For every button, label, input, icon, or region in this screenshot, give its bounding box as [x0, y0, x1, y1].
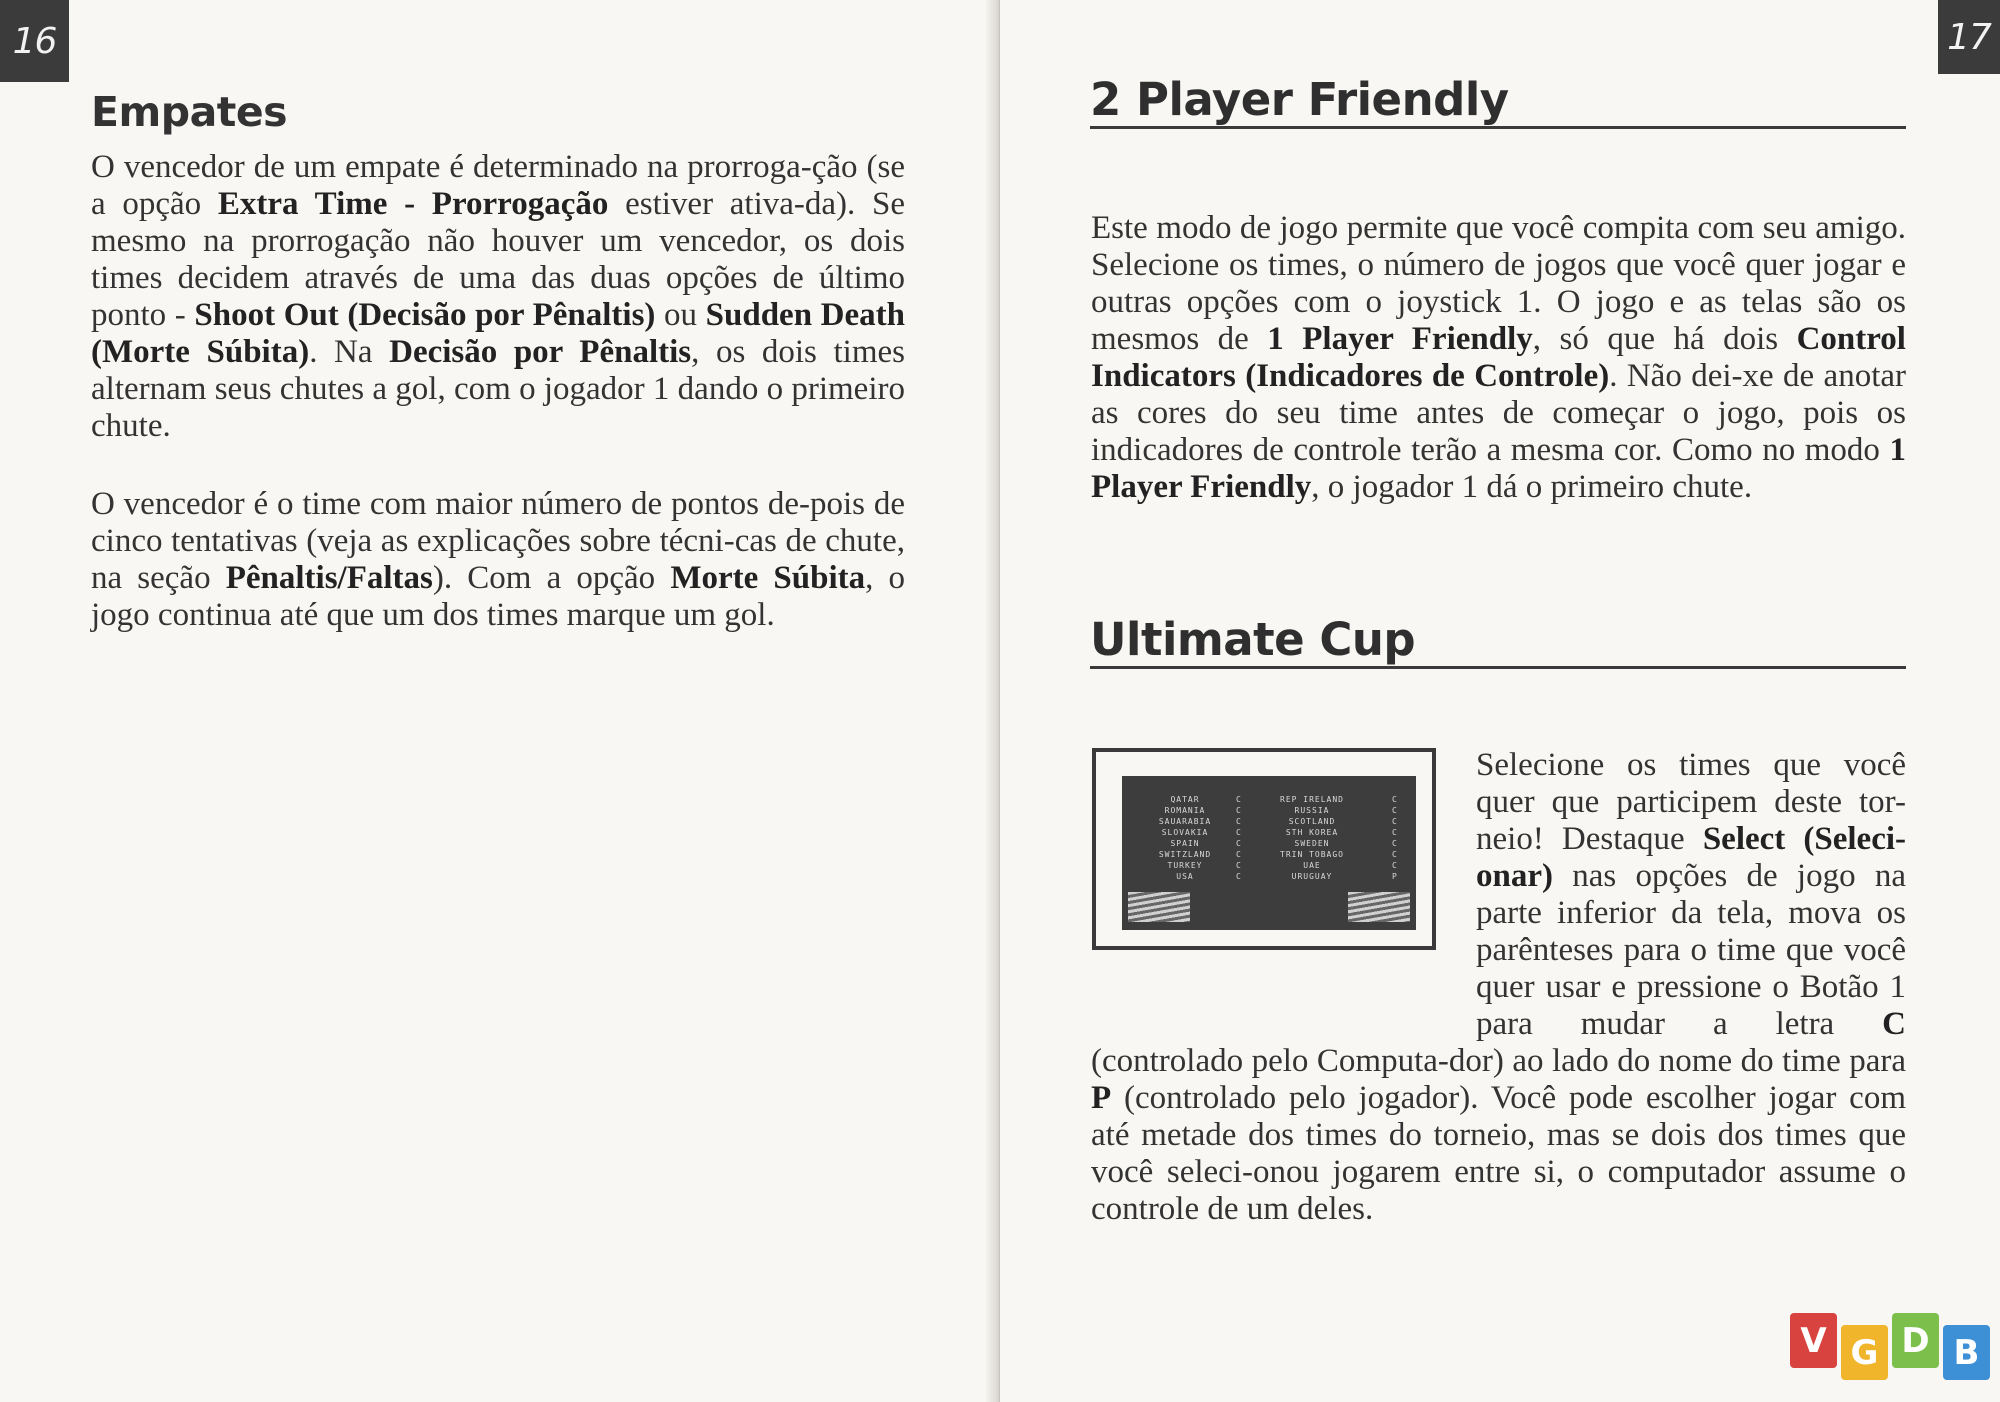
screen-list-entry: STH KOREA: [1285, 828, 1339, 837]
screen-list-entry: ROMANIA: [1164, 806, 1206, 815]
screen-list-entry: C: [1392, 861, 1397, 870]
screen-list-entry: TRIN TOBAGO: [1280, 850, 1344, 859]
screen-list-entry: C: [1236, 861, 1241, 870]
screen-list-entry: C: [1236, 872, 1241, 881]
screen-list-entry: C: [1236, 806, 1241, 815]
ultimate-cup-paragraph: Selecione os times que você quer que participem deste tor-neio! Destaque Select (Seleci-onar) nas opções de jogo na parte inferior da tela, mova os parênteses para o time que você quer usar e pressione o Botão 1 para mudar a letra C (controlado pelo Computa-dor) ao lado do nome do time para P (controlado pelo jogador). Você pode escolher jogar com até metade dos times do torneio, mas se dois dos times que você seleci-onou jogarem entre si, o computador assume o controle de um deles.: [1091, 747, 1907, 1227]
screen-list-entry: C: [1236, 839, 1241, 848]
logo-tile-v: V: [1790, 1313, 1837, 1368]
2-player-friendly-paragraph: Este modo de jogo permite que você compita com seu amigo. Selecione os times, o número de jogos que você quer jogar e outras opções com o joystick 1. O jogo e as telas são os mesmos de 1 Player Friendly, só que há dois Control Indicators (Indicadores de Controle). Não dei-xe de anotar as cores do seu time antes de começar o jogo, pois os indicadores de controle terão a mesma cor. Como no modo 1 Player Friendly, o jogador 1 dá o primeiro chute.: [1091, 210, 1906, 505]
vgdb-watermark-logo: [1790, 1313, 1990, 1380]
screen-list-entry: SLOVAKIA: [1161, 828, 1209, 837]
screen-list-entry: QATAR: [1170, 795, 1200, 804]
screen-list-entry: C: [1236, 828, 1241, 837]
screen-list-entry: RUSSIA: [1294, 806, 1330, 815]
screen-list-entry: SAUARABIA: [1158, 817, 1212, 826]
empates-paragraph-1: O vencedor de um empate é determinado na prorroga-ção (se a opção Extra Time - Prorrogação estiver ativa-da). Se mesmo na prorrogação não houver um vencedor, os dois times decidem através de uma das duas opções de último ponto - Shoot Out (Decisão por Pênaltis) ou Sudden Death (Morte Súbita). Na Decisão por Pênaltis, os dois times alternam seus chutes a gol, com o jogador 1 dando o primeiro chute.: [91, 149, 906, 444]
screen-list-entry: SCOTLAND: [1288, 817, 1336, 826]
screen-list-entry: C: [1392, 839, 1397, 848]
screen-list-entry: P: [1392, 872, 1397, 881]
screen-list-entry: C: [1236, 795, 1241, 804]
screen-list-entry: C: [1236, 817, 1241, 826]
section-title-2-player-friendly: 2 Player Friendly: [1090, 74, 1906, 129]
screen-list-entry: UAE: [1303, 861, 1321, 870]
left-page: [0, 0, 995, 1402]
empates-paragraph-2: O vencedor é o time com maior número de pontos de-pois de cinco tentativas (veja as explicações sobre técni-cas de chute, na seção Pênaltis/Faltas). Com a opção Morte Súbita, o jogo continua até que um dos times marque um gol.: [91, 486, 906, 633]
screen-list-entry: URUGUAY: [1291, 872, 1333, 881]
logo-tile-b: B: [1943, 1325, 1990, 1380]
screen-list-entry: C: [1392, 828, 1397, 837]
screen-list-entry: C: [1392, 795, 1397, 804]
logo-tile-g: G: [1841, 1325, 1888, 1380]
float-spacer: [1091, 747, 1476, 1009]
screen-list-entry: SWEDEN: [1294, 839, 1330, 848]
screen-list-entry: C: [1236, 850, 1241, 859]
screen-list-entry: SWITZLAND: [1158, 850, 1212, 859]
page-number-left: 16: [0, 0, 69, 82]
screen-list-entry: USA: [1176, 872, 1194, 881]
screen-list-entry: C: [1392, 850, 1397, 859]
heading-empates: Empates: [91, 88, 288, 136]
screen-list-entry: SPAIN: [1170, 839, 1200, 848]
section-title-ultimate-cup: Ultimate Cup: [1090, 614, 1906, 669]
screen-list-entry: TURKEY: [1167, 861, 1203, 870]
page-number-right: 17: [1938, 0, 2000, 74]
logo-tile-d: D: [1892, 1313, 1939, 1368]
screen-list-entry: C: [1392, 817, 1397, 826]
screen-list-entry: REP IRELAND: [1280, 795, 1344, 804]
screen-list-entry: C: [1392, 806, 1397, 815]
